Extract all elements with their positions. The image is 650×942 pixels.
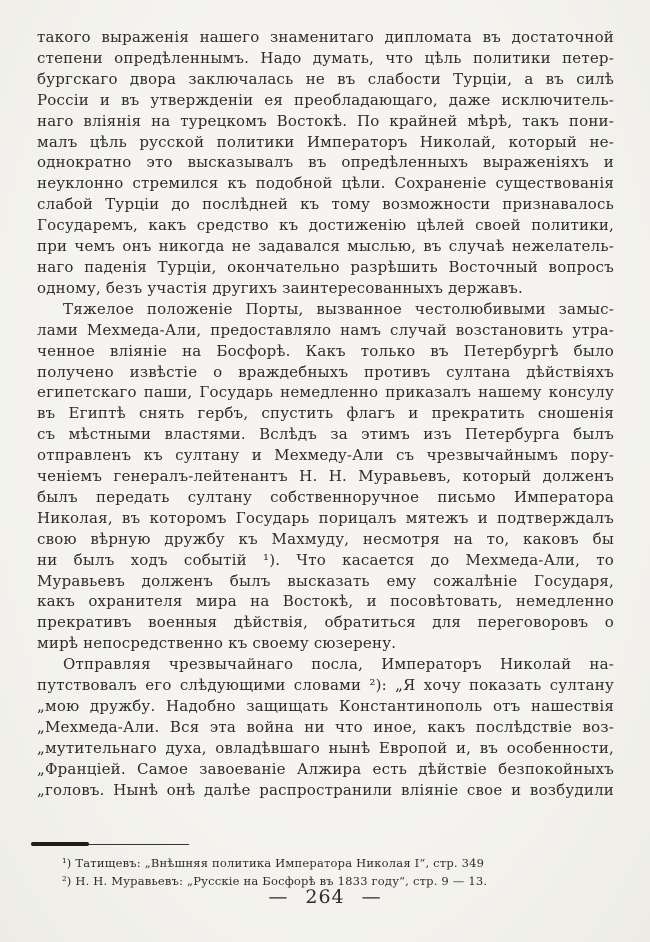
text-line: однократно это высказывалъ въ опредѣленныхъ выраженіяхъ и: [37, 153, 614, 172]
text-line: бургскаго двора заключалась не въ слабости Турціи, а въ силѣ: [37, 69, 614, 88]
text-line: наго вліянія на турецкомъ Востокѣ. По крайней мѣрѣ, такъ пони-: [37, 111, 614, 130]
text-line: Николая, въ которомъ Государь порицалъ мятежъ и подтверждалъ: [37, 508, 614, 527]
text-line: при чемъ онъ никогда не задавался мыслью, въ случаѣ нежелатель-: [37, 237, 614, 256]
text-line: свою вѣрную дружбу къ Махмуду, несмотря на то, каковъ бы: [37, 529, 614, 548]
text-line: „мою дружбу. Надобно защищать Константинополь отъ нашествія: [37, 697, 614, 715]
paragraph: [37, 654, 614, 800]
text-line: наго паденія Турціи, окончательно разрѣшить Восточный вопросъ: [37, 257, 614, 276]
footnotes: [62, 855, 613, 890]
ink-smudge-artifact: [31, 842, 89, 846]
text-line: въ Египтѣ снять гербъ, спустить флагъ и прекратить сношенія: [37, 404, 614, 423]
text-line: Россіи и въ утвержденіи ея преобладающаго, даже исключитель-: [37, 90, 614, 109]
text-line: путствовалъ его слѣдующими словами ²): „Я хочу показать султану: [37, 676, 614, 695]
text-line: неуклонно стремился къ подобной цѣли. Сохраненіе существованія: [37, 174, 614, 193]
text-line: получено извѣстіе о враждебныхъ противъ султана дѣйствіяхъ: [37, 362, 614, 381]
text-line: „Мехмеда-Али. Вся эта война ни что иное, какъ послѣдствіе воз-: [37, 717, 614, 736]
footnote-separator: [37, 844, 189, 845]
footnote: ²) Н. Н. Муравьевъ: „Русскіе на Босфорѣ въ 1833 году“, стр. 9 — 13.: [62, 873, 488, 888]
text-line: такого выраженія нашего знаменитаго дипломата въ достаточной: [37, 28, 614, 46]
text-line: мирѣ непосредственно къ своему сюзерену.: [37, 634, 397, 653]
text-line: Тяжелое положеніе Порты, вызванное честолюбивыми замыс-: [63, 299, 614, 318]
body-text: [37, 27, 614, 801]
text-line: отправленъ къ султану и Мехмеду-Али съ чрезвычайнымъ пору-: [37, 446, 614, 465]
text-line: Отправляя чрезвычайнаго посла, Императоръ Николай на-: [63, 655, 614, 674]
text-line: какъ охранителя мира на Востокѣ, и посовѣтовать, немедленно: [37, 592, 614, 611]
text-line: степени опредѣленнымъ. Надо думать, что цѣль политики петер-: [37, 48, 614, 67]
text-line: малъ цѣль русской политики Императоръ Николай, который не-: [37, 132, 614, 151]
text-line: ченіемъ генералъ-лейтенантъ Н. Н. Муравьевъ, который долженъ: [37, 467, 614, 486]
text-line: „мутительнаго духа, овладѣвшаго нынѣ Европой и, въ особенности,: [37, 738, 614, 757]
text-line: „Франціей. Самое завоеваніе Алжира есть дѣйствіе безпокойныхъ: [37, 759, 614, 778]
text-line: „головъ. Нынѣ онѣ далѣе распространили вліяніе свое и возбудили: [37, 780, 614, 799]
footnote: ¹) Татищевъ: „Внѣшняя политика Императора Николая I“, стр. 349: [62, 856, 485, 870]
text-line: слабой Турціи до послѣдней къ тому возможности признавалось: [37, 195, 614, 214]
paragraph: [37, 27, 614, 299]
text-line: одному, безъ участія другихъ заинтересованныхъ державъ.: [37, 278, 523, 297]
page-number: — 264 —: [268, 886, 382, 908]
text-line: былъ передать султану собственноручное письмо Императора: [37, 487, 614, 506]
text-line: ни былъ ходъ событій ¹). Что касается до Мехмеда-Али, то: [37, 550, 614, 569]
text-line: Государемъ, какъ средство къ достиженію цѣлей своей политики,: [37, 216, 614, 235]
text-line: ченное вліяніе на Босфорѣ. Какъ только въ Петербургѣ было: [37, 341, 614, 360]
text-line: лами Мехмеда-Али, предоставляло намъ случай возстановить утра-: [37, 320, 614, 339]
paragraph: [37, 299, 614, 654]
text-line: Муравьевъ долженъ былъ высказать ему сожалѣніе Государя,: [37, 571, 614, 590]
text-line: египетскаго паши, Государь немедленно приказалъ нашему консулу: [37, 383, 614, 402]
text-line: съ мѣстными властями. Вслѣдъ за этимъ изъ Петербурга былъ: [37, 425, 614, 444]
text-line: прекративъ военныя дѣйствія, обратиться для переговоровъ о: [37, 613, 614, 632]
